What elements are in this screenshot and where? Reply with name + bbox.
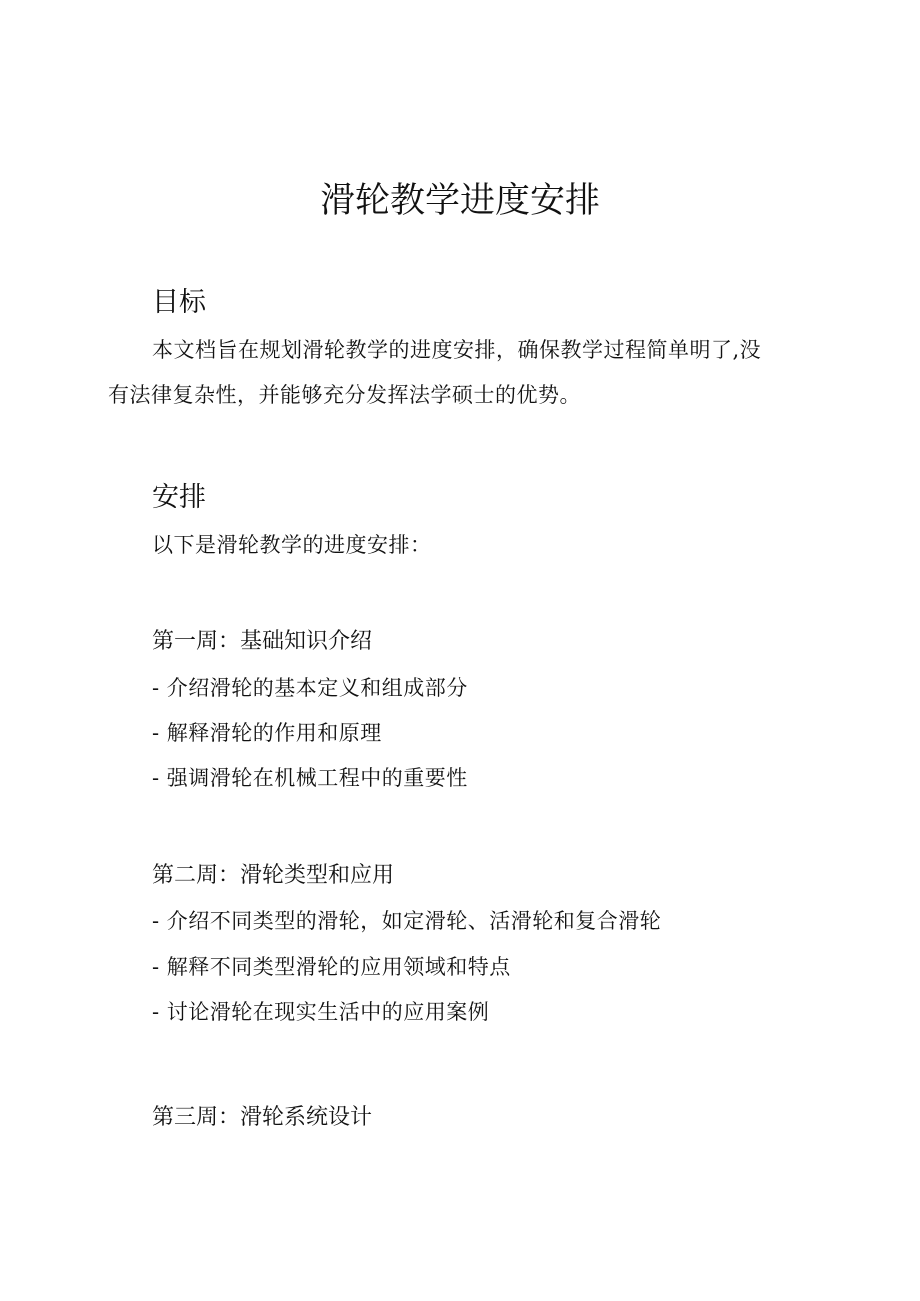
week-1-title: 第一周：基础知识介绍 [152, 629, 373, 654]
goal-paragraph-line-2: 有法律复杂性，并能够充分发挥法学硕士的优势。 [108, 383, 581, 407]
schedule-intro: 以下是滑轮教学的进度安排： [152, 533, 432, 557]
goal-heading: 目标 [152, 287, 206, 318]
week-3-title: 第三周：滑轮系统设计 [152, 1105, 373, 1130]
list-item: - 介绍不同类型的滑轮，如定滑轮、活滑轮和复合滑轮 [152, 909, 662, 933]
list-item: - 介绍滑轮的基本定义和组成部分 [152, 676, 468, 700]
list-item: - 强调滑轮在机械工程中的重要性 [152, 766, 468, 790]
goal-paragraph-line-1: 本文档旨在规划滑轮教学的进度安排，确保教学过程简单明了,没 [152, 338, 762, 362]
list-item: - 解释不同类型滑轮的应用领域和特点 [152, 955, 511, 979]
list-item: - 讨论滑轮在现实生活中的应用案例 [152, 1000, 490, 1024]
list-item: - 解释滑轮的作用和原理 [152, 721, 382, 745]
schedule-heading: 安排 [152, 482, 206, 513]
week-2-title: 第二周：滑轮类型和应用 [152, 863, 395, 888]
page-title: 滑轮教学进度安排 [319, 181, 600, 221]
